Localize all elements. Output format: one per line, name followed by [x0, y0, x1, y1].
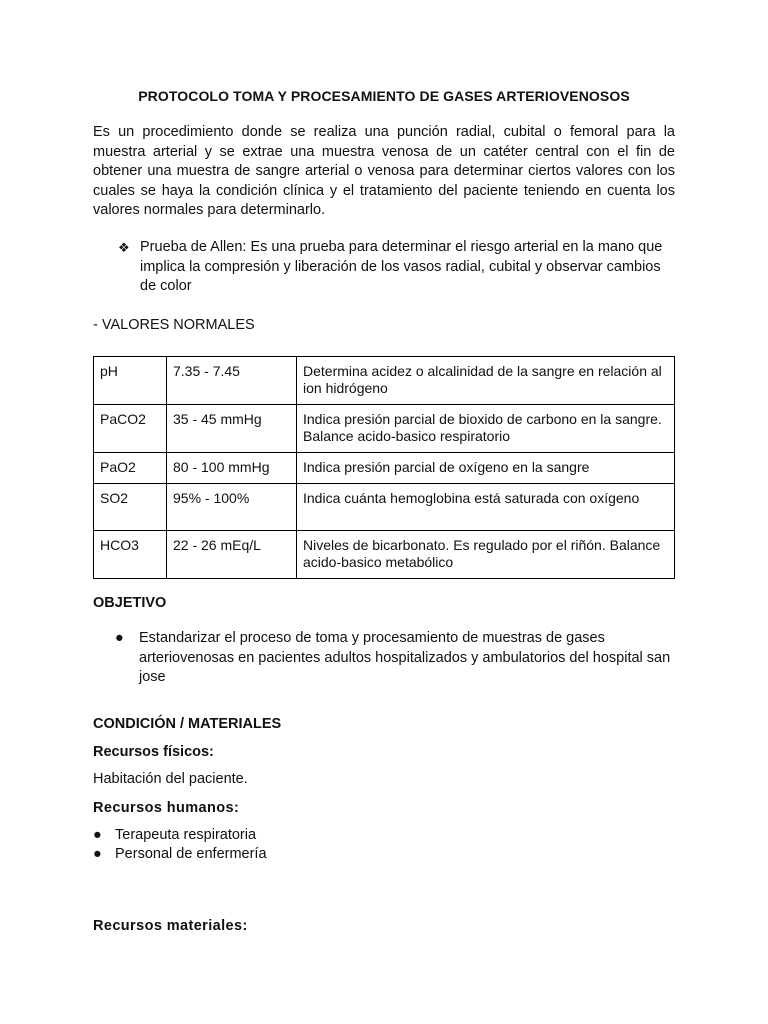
recursos-fisicos-value: Habitación del paciente.: [93, 771, 248, 787]
table-cell-param: PaCO2: [94, 405, 167, 453]
table-cell-desc: Indica presión parcial de bioxido de carbono en la sangre. Balance acido-basico respiratorio: [297, 405, 675, 453]
recursos-fisicos-heading: Recursos físicos:: [93, 744, 214, 760]
diamond-bullet-icon: ❖: [118, 240, 130, 255]
list-item-text: Terapeuta respiratoria: [115, 827, 257, 843]
list-item: [93, 845, 267, 864]
table-row: [94, 405, 675, 453]
valores-normales-heading: - VALORES NORMALES: [93, 317, 255, 333]
recursos-materiales-heading: Recursos materiales:: [93, 918, 248, 934]
list-item: [93, 826, 267, 845]
table-cell-desc: Determina acidez o alcalinidad de la sangre en relación al ion hidrógeno: [297, 357, 675, 405]
objetivo-item: [115, 629, 675, 688]
table-row: [94, 531, 675, 579]
table-cell-param: pH: [94, 357, 167, 405]
table-cell-param: HCO3: [94, 531, 167, 579]
table-cell-range: 22 - 26 mEq/L: [167, 531, 297, 579]
table-cell-desc: Niveles de bicarbonato. Es regulado por el riñón. Balance acido-basico metabólico: [297, 531, 675, 579]
table-cell-range: 35 - 45 mmHg: [167, 405, 297, 453]
objetivo-heading: OBJETIVO: [93, 595, 167, 611]
intro-paragraph: Es un procedimiento donde se realiza una punción radial, cubital o femoral para la muestra arterial y se extrae una muestra venosa de un catéter central con el fin de obtener una muestra de sangre arterial o venosa para determinar ciertos valores con los cuales se haya la condición clínica y el tratamiento del paciente teniendo en cuenta los valores normales para determinarlo.: [93, 124, 675, 219]
objetivo-text: Estandarizar el proceso de toma y procesamiento de muestras de gases arteriovenosas en pacientes adultos hospitalizados y ambulatorios del hospital san jose: [139, 630, 671, 686]
table-cell-param: SO2: [94, 484, 167, 531]
table-cell-param: PaO2: [94, 453, 167, 484]
table-cell-range: 7.35 - 7.45: [167, 357, 297, 405]
page-title: PROTOCOLO TOMA Y PROCESAMIENTO DE GASES ARTERIOVENOSOS: [138, 88, 630, 104]
allen-test-item: [118, 238, 675, 297]
allen-test-text: Prueba de Allen: Es una prueba para determinar el riesgo arterial en la mano que implica la compresión y liberación de los vasos radial, cubital y observar cambios de color: [140, 239, 663, 295]
valores-normales-table: [93, 356, 675, 579]
table-cell-range: 95% - 100%: [167, 484, 297, 531]
recursos-humanos-list: [93, 826, 267, 864]
bullet-icon: ●: [93, 827, 102, 843]
recursos-humanos-heading: Recursos humanos:: [93, 800, 240, 816]
table-cell-desc: Indica presión parcial de oxígeno en la sangre: [297, 453, 675, 484]
table-cell-desc: Indica cuánta hemoglobina está saturada con oxígeno: [297, 484, 675, 531]
list-item-text: Personal de enfermería: [115, 846, 267, 862]
table-row: [94, 484, 675, 531]
table-row: [94, 453, 675, 484]
table-cell-range: 80 - 100 mmHg: [167, 453, 297, 484]
condicion-materiales-heading: CONDICIÓN / MATERIALES: [93, 716, 282, 732]
bullet-icon: ●: [115, 630, 124, 646]
table-row: [94, 357, 675, 405]
bullet-icon: ●: [93, 846, 102, 862]
